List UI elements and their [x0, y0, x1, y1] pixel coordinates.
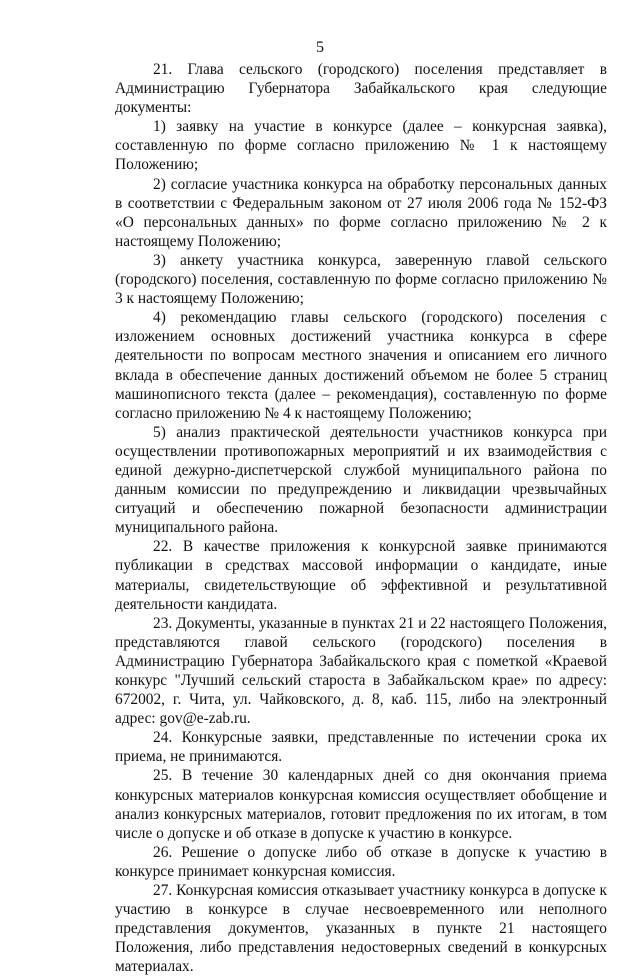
paragraph-27: 27. Конкурсная комиссия отказывает участнику конкурса в допуске к участию в конкурсе в случае несвоевременного или неполного представления документов, указанных в пункте 21 настоящего Положения, либо представления недостоверных сведений в конкурсных материалах. [115, 882, 607, 976]
paragraph-26: 26. Решение о допуске либо об отказе в допуске к участию в конкурсе принимает конкурсная комиссия. [115, 843, 607, 880]
paragraph-23: 23. Документы, указанные в пунктах 21 и 22 настоящего Положения, представляются главой сельского (городского) поселения в Администрацию Губернатора Забайкальского края с пометкой «Краевой конкурс "Лучший сельский староста в Забайкальском крае» по адресу: 672002, г. Чита, ул. Чайковского, д. 8, каб. 115, либо на электронный адрес: gov@e-zab.ru. [115, 614, 607, 728]
paragraph-21-item-4: 4) рекомендацию главы сельского (городского) поселения с изложением основных достижений участника конкурса в сфере деятельности по вопросам местного значения и описанием его личного вклада в обеспечение данных достижений объемом не более 5 страниц машинописного текста (далее – рекомендация), составленную по форме согласно приложению № 4 к настоящему Положению; [115, 309, 607, 422]
paragraph-21-item-3: 3) анкету участника конкурса, заверенную главой сельского (городского) поселения, составленную по форме согласно приложению № 3 к настоящему Положению; [115, 251, 607, 308]
page-number: 5 [316, 39, 324, 56]
paragraph-22: 22. В качестве приложения к конкурсной заявке принимаются публикации в средствах массовой информации о кандидате, иные материалы, свидетельствующие об эффективной и результативной деятельности кандидата. [115, 538, 607, 613]
paragraph-21-item-2: 2) согласие участника конкурса на обработку персональных данных в соответствии с Федеральным законом от 27 июля 2006 года № 152-ФЗ «О персональных данных» по форме согласно приложению № 2 к настоящему Положению; [115, 175, 607, 250]
paragraph-21: 21. Глава сельского (городского) поселения представляет в Администрацию Губернатора Забайкальского края следующие документы: [115, 61, 607, 117]
paragraph-25: 25. В течение 30 календарных дней со дня окончания приема конкурсных материалов конкурсная комиссия осуществляет обобщение и анализ конкурсных материалов, готовит предложения по их итогам, в том числе о допуске и об отказе в допуске к участию в конкурсе. [115, 767, 607, 842]
paragraph-24: 24. Конкурсные заявки, представленные по истечении срока их приема, не принимаются. [115, 729, 607, 766]
paragraph-21-item-1: 1) заявку на участие в конкурсе (далее – конкурсная заявка), составленную по форме согласно приложению № 1 к настоящему Положению; [115, 118, 607, 174]
document-body [115, 60, 607, 977]
paragraph-21-item-5: 5) анализ практической деятельности участников конкурса при осуществлении противопожарных мероприятий и их взаимодействия с единой дежурно-диспетчерской службой муниципального района по данным комиссии по предупреждению и ликвидации чрезвычайных ситуаций и обеспечению пожарной безопасности администрации муниципального района. [115, 423, 607, 537]
